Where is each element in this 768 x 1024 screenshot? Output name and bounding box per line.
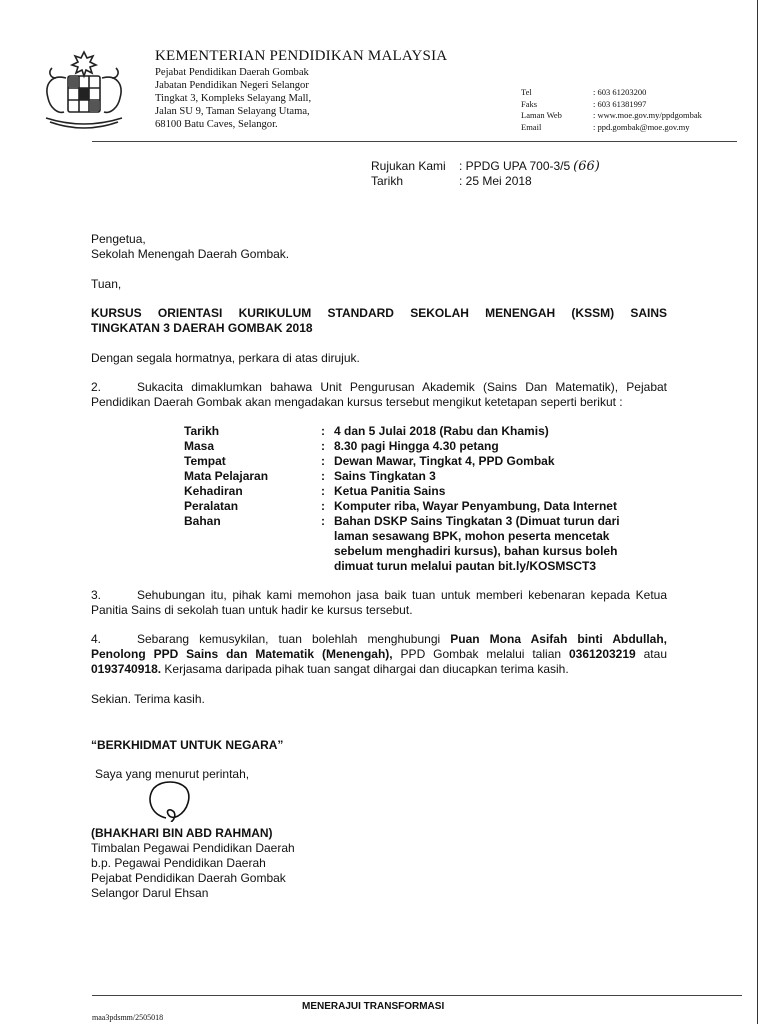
contact-label: Email: [521, 121, 542, 132]
contact-label: Faks: [521, 98, 538, 109]
subject-heading: [91, 306, 667, 336]
detail-value: Bahan DSKP Sains Tingkatan 3 (Dimuat turun dari laman sesawang BPK, mohon peserta mencetak sebelum menghadiri kursus), bahan kursus boleh dimuat turun melalui pautan bit.ly/KOSMSCT3: [334, 514, 620, 573]
detail-value: Sains Tingkatan 3: [334, 469, 436, 483]
mobile-number: 0193740918.: [91, 662, 162, 676]
signatory-title: Timbalan Pegawai Pendidikan Daerah: [91, 841, 295, 855]
contact-position: Penolong PPD Sains dan Matematik (Menengah),: [91, 647, 393, 661]
detail-row: Peralatan : Komputer riba, Wayar Penyambung, Data Internet: [184, 499, 664, 514]
paragraph-text: Panitia Sains di sekolah tuan untuk hadir ke kursus tersebut.: [91, 603, 413, 617]
subject-line: TINGKATAN 3 DAERAH GOMBAK 2018: [91, 321, 313, 335]
contact-value: : 603 61381997: [593, 98, 647, 109]
detail-value: 8.30 pagi Hingga 4.30 petang: [334, 439, 499, 453]
paragraph-3: [91, 588, 667, 618]
contact-value: : 603 61203200: [593, 87, 647, 97]
address-line: Pejabat Pendidikan Daerah Gombak: [155, 67, 309, 78]
recipient-line: Pengetua,: [91, 232, 146, 246]
address-line: Jabatan Pendidikan Negeri Selangor: [155, 80, 309, 91]
detail-label: Kehadiran: [184, 484, 243, 498]
detail-label: Masa: [184, 439, 215, 453]
signatory-name: (BHAKHARI BIN ABD RAHMAN): [91, 826, 273, 840]
address-line: Jalan SU 9, Taman Selayang Utama,: [155, 106, 310, 117]
detail-label: Bahan: [184, 514, 221, 528]
detail-label: Peralatan: [184, 499, 239, 513]
paragraph-text: Sebarang kemusykilan, tuan bolehlah menghubungi: [137, 632, 451, 646]
paragraph-2: [91, 380, 667, 410]
subject-line: KURSUS ORIENTASI KURIKULUM STANDARD SEKOLAH MENENGAH (KSSM) SAINS: [91, 306, 667, 320]
detail-label: Tempat: [184, 454, 226, 468]
address-line: 68100 Batu Caves, Selangor.: [155, 119, 278, 130]
paragraph-text: Kerjasama daripada pihak tuan sangat dihargai dan diucapkan terima kasih.: [161, 662, 569, 676]
paragraph-text: Sukacita dimaklumkan bahawa Unit Pengurusan Akademik (Sains Dan Matematik), Pejabat: [137, 380, 667, 394]
detail-label: Mata Pelajaran: [184, 469, 269, 483]
paragraph-number: 4.: [91, 632, 102, 646]
detail-value: Komputer riba, Wayar Penyambung, Data Internet: [334, 499, 617, 513]
detail-row: Masa : 8.30 pagi Hingga 4.30 petang: [184, 439, 664, 454]
salutation: Tuan,: [91, 277, 122, 291]
contact-label: Laman Web: [521, 110, 562, 120]
phone-number: 0361203219: [568, 647, 636, 661]
footer-divider: [92, 995, 742, 996]
footer-code: maa3pdsmm/2505018: [92, 1013, 164, 1022]
reference-block: [371, 159, 600, 189]
detail-value: Dewan Mawar, Tingkat 4, PPD Gombak: [334, 454, 555, 468]
detail-value: Ketua Panitia Sains: [334, 484, 446, 498]
contact-value: : www.moe.gov.my/ppdgombak: [593, 110, 702, 120]
detail-label: Tarikh: [184, 424, 220, 438]
paragraph-4: [91, 632, 667, 677]
paragraph-text: PPD Gombak melalui talian: [392, 647, 569, 661]
contact-block: [521, 87, 702, 133]
contact-value: : ppd.gombak@moe.gov.my: [593, 121, 690, 132]
ministry-name: KEMENTERIAN PENDIDIKAN MALAYSIA: [155, 48, 448, 64]
closing-text: Sekian. Terima kasih.: [91, 692, 205, 706]
contact-person: Puan Mona Asifah binti Abdullah,: [450, 632, 667, 646]
signatory-block: [91, 826, 667, 901]
detail-row: Tarikh : 4 dan 5 Julai 2018 (Rabu dan Khamis): [184, 424, 664, 439]
footer-tagline: MENERAJUI TRANSFORMASI: [302, 1001, 445, 1012]
motto: “BERKHIDMAT UNTUK NEGARA”: [91, 738, 284, 752]
detail-row: Bahan : Bahan DSKP Sains Tingkatan 3 (Dimuat turun dari laman sesawang BPK, mohon peserta mencetak sebelum menghadiri kursus), bahan kursus boleh dimuat turun melalui pautan bit.ly/KOSMSCT3: [184, 514, 664, 574]
paragraph-number: 3.: [91, 588, 102, 602]
date-label: Tarikh: [371, 174, 404, 188]
paragraph-text: Sehubungan itu, pihak kami memohon jasa baik tuan untuk memberi kebenaran kepada Ketua: [137, 588, 667, 602]
signature-image: [144, 778, 194, 822]
signatory-title: Selangor Darul Ehsan: [91, 886, 209, 900]
detail-row: Mata Pelajaran : Sains Tingkatan 3: [184, 469, 664, 484]
signatory-title: b.p. Pegawai Pendidikan Daerah: [91, 856, 266, 870]
recipient-line: Sekolah Menengah Daerah Gombak.: [91, 247, 290, 261]
paragraph-1: Dengan segala hormatnya, perkara di atas dirujuk.: [91, 351, 360, 365]
paragraph-text: Pendidikan Daerah Gombak akan mengadakan kursus tersebut mengikut ketetapan seperti berikut :: [91, 395, 623, 409]
date-value: : 25 Mei 2018: [459, 174, 532, 188]
sign-off: Saya yang menurut perintah,: [95, 767, 250, 781]
detail-row: Tempat : Dewan Mawar, Tingkat 4, PPD Gombak: [184, 454, 664, 469]
detail-value: 4 dan 5 Julai 2018 (Rabu dan Khamis): [334, 424, 549, 438]
office-address: [155, 66, 311, 131]
contact-label: Tel: [521, 87, 532, 97]
header-divider: [92, 141, 737, 142]
handwritten-number: (66): [573, 159, 600, 174]
course-details-table: [184, 424, 664, 574]
paragraph-text: atau: [635, 647, 667, 661]
reference-value: : PPDG UPA 700-3/5: [459, 159, 571, 173]
page-edge-line: [757, 0, 758, 1024]
reference-label: Rujukan Kami: [371, 159, 446, 173]
paragraph-number: 2.: [91, 380, 102, 394]
signatory-title: Pejabat Pendidikan Daerah Gombak: [91, 871, 286, 885]
detail-row: Kehadiran : Ketua Panitia Sains: [184, 484, 664, 499]
coat-of-arms-logo: [38, 48, 130, 134]
recipient-block: [91, 232, 667, 262]
address-line: Tingkat 3, Kompleks Selayang Mall,: [155, 93, 312, 104]
